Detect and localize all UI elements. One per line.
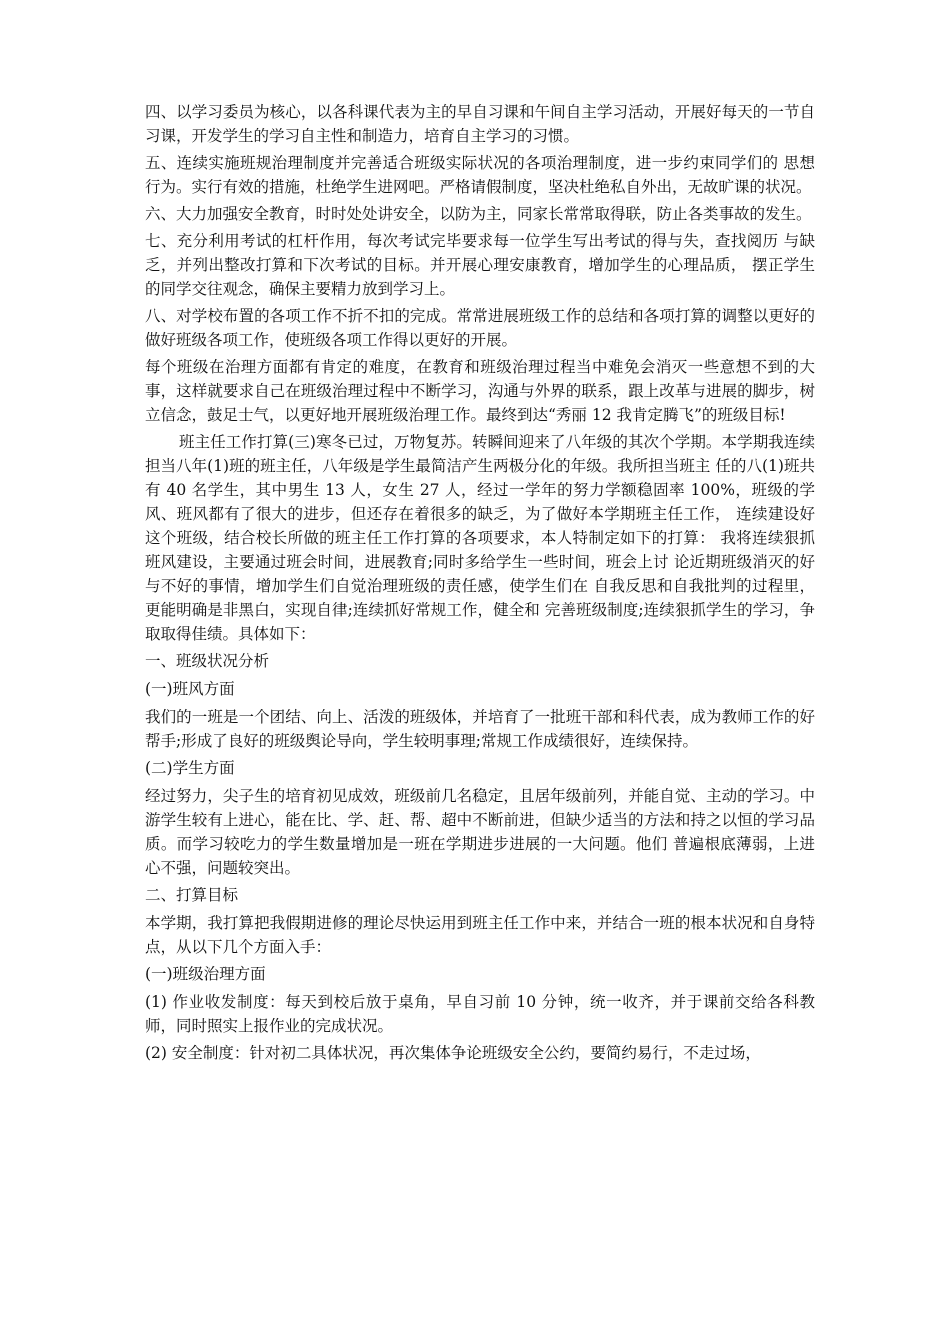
paragraph-6: 六、大力加强安全教育，时时处处讲安全，以防为主，同家长常常取得联，防止各类事故的发生。 <box>145 205 812 223</box>
paragraph-students: 经过努力，尖子生的培育初见成效，班级前几名稳定，且居年级前列，并能自觉、主动的学习。中游学生较有上进心，能在比、学、赶、帮、超中不断前进，但缺少适当的方法和持之以恒的学习品质。而学习较吃力的学生数量增加是一班在学期进步进展的一大问题。他们 普遍根底薄弱，上进心不强，问题较突出。 <box>145 787 815 877</box>
paragraph-4: 四、以学习委员为核心，以各科课代表为主的早自习课和午间自主学习活动，开展好每天的一节自习课，开发学生的学习自主性和制造力，培育自主学习的习惯。 <box>145 103 815 145</box>
document-body <box>145 100 815 1068</box>
paragraph-goals: 本学期，我打算把我假期进修的理论尽快运用到班主任工作中来，并结合一班的根本状况和自身特点，从以下几个方面入手： <box>145 914 815 956</box>
paragraph-homework-rule: (1) 作业收发制度：每天到校后放于桌角，早自习前 10 分钟，统一收齐，并于课前交给各科教师，同时照实上报作业的完成状况。 <box>145 993 815 1035</box>
paragraph-plan-three-intro: 班主任工作打算(三)寒冬已过，万物复苏。转瞬间迎来了八年级的其次个学期。本学期我连续担当八年(1)班的班主任，八年级是学生最简洁产生两极分化的年级。我所担当班主 任的八(1)班共有 40 名学生，其中男生 13 人，女生 27 人，经过一学年的努力学额稳固率 100%，班级的学风、班风都有了很大的进步，但还存在着很多的缺乏，为了做好本学期班主任工作， 连续建设好这个班级，结合校长所做的班主任工作打算的各项要求，本人特制定如下的打算： 我将连续狠抓班风建设，主要通过班会时间，进展教育;同时多给学生一些时间，班会上讨 论近期班级消灭的好与不好的事情，增加学生们自觉治理班级的责任感，使学生们在 自我反思和自我批判的过程里，更能明确是非黑白，实现自律;连续抓好常规工作，健全和 完善班级制度;连续狠抓学生的学习，争取取得佳绩。具体如下： <box>145 433 815 643</box>
subheading-class-style: (一)班风方面 <box>145 680 235 698</box>
paragraph-8: 八、对学校布置的各项工作不折不扣的完成。常常进展班级工作的总结和各项打算的调整以更好的做好班级各项工作，使班级各项工作得以更好的开展。 <box>145 307 815 349</box>
paragraph-safety-rule: (2) 安全制度：针对初二具体状况，再次集体争论班级安全公约，要简约易行，不走过场， <box>145 1044 761 1062</box>
paragraph-conclusion: 每个班级在治理方面都有肯定的难度，在教育和班级治理过程当中难免会消灭一些意想不到的大事，这样就要求自己在班级治理过程中不断学习，沟通与外界的联系，跟上改革与进展的脚步，树立信念，鼓足士气，以更好地开展班级治理工作。最终到达“秀丽 12 我肯定腾飞”的班级目标! <box>145 358 815 424</box>
subheading-students: (二)学生方面 <box>145 759 235 777</box>
subheading-class-management: (一)班级治理方面 <box>145 965 266 983</box>
paragraph-5: 五、连续实施班规治理制度并完善适合班级实际状况的各项治理制度，进一步约束同学们的 思想行为。实行有效的措施，杜绝学生进网吧。严格请假制度，坚决杜绝私自外出，无故旷课的状况。 <box>145 154 815 196</box>
paragraph-7: 七、充分利用考试的杠杆作用，每次考试完毕要求每一位学生写出考试的得与失，查找阅历 与缺乏，并列出整改打算和下次考试的目标。并开展心理安康教育，增加学生的心理品质， 摆正学生的同学交往观念，确保主要精力放到学习上。 <box>145 232 815 298</box>
section-heading-class-analysis: 一、班级状况分析 <box>145 652 270 670</box>
paragraph-class-style: 我们的一班是一个团结、向上、活泼的班级体，并培育了一批班干部和科代表，成为教师工作的好帮手;形成了良好的班级舆论导向，学生较明事理;常规工作成绩很好，连续保持。 <box>145 708 815 750</box>
section-heading-goals: 二、打算目标 <box>145 886 239 904</box>
